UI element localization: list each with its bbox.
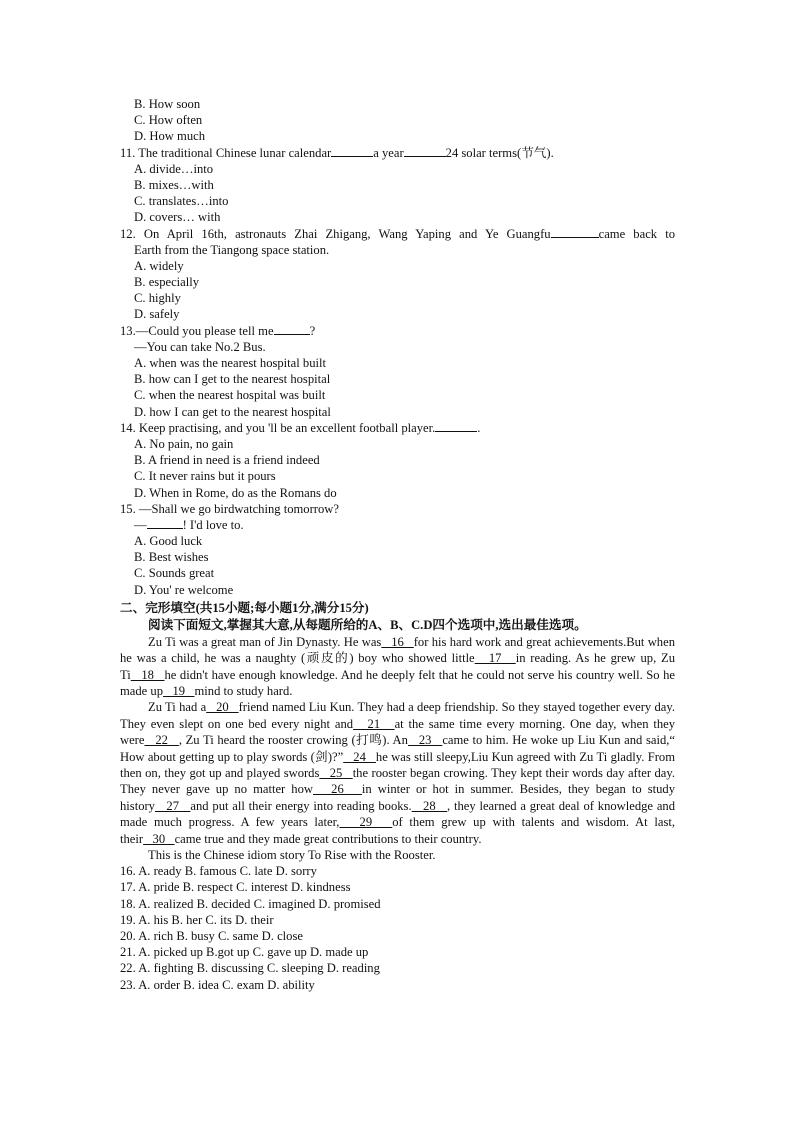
question-text: — [134,517,147,532]
passage-text: mind to study hard. [194,684,293,699]
question-15: 15. —Shall we go birdwatching tomorrow? [120,501,339,516]
section-instruction: 阅读下面短文,掌握其大意,从每题所给的A、B、C.D四个选项中,选出最佳选项。 [148,617,587,632]
question-text: 14. Keep practising, and you 'll be an excellent football player. [120,420,436,435]
answer-blank [435,420,477,432]
numbered-blank: 16 [381,634,414,649]
dialogue-reply: —You can take No.2 Bus. [134,339,266,354]
passage-text: for his hard work and great achievements.But when he was a child, he was a naughty (顽皮的) boy who showed little [120,634,675,666]
answer-options-19: 19. A. his B. her C. its D. their [120,912,274,927]
question-text: 13.—Could you please tell me [120,323,274,338]
option-line: D. When in Rome, do as the Romans do [134,485,337,500]
passage-text: in winter or hot in summer. Besides, they began to study history [120,782,675,813]
passage-text: came true and they made great contributions to their country. [174,831,482,846]
option-line: A. when was the nearest hospital built [134,356,327,370]
numbered-blank: 18 [130,667,165,682]
passage-text: he didn't have enough knowledge. And he deeply felt that he could not serve his country well. So he made up [120,667,675,699]
passage-text: in reading. As he grew up, Zu Ti [120,651,675,682]
numbered-blank: 29 [339,815,393,830]
numbered-blank: 17 [474,651,516,666]
numbered-blank: 28 [411,798,448,813]
passage-text: Zu Ti was a great man of Jin Dynasty. He was [148,634,382,649]
answer-options-23: 23. A. order B. idea C. exam D. ability [120,977,315,992]
passage-paragraph-2 [120,699,675,847]
option-line: C. It never rains but it pours [134,469,276,484]
question-text: ? [309,323,316,338]
question-text: came back to [598,226,675,241]
answer-blank [331,145,373,157]
option-line: B. mixes…with [134,177,214,192]
numbered-blank: 20 [206,700,239,715]
numbered-blank: 19 [163,684,195,699]
question-text: 12. On April 16th, astronauts Zhai Zhigang, Wang Yaping and Ye Guangfu [120,226,551,241]
question-12-continued: Earth from the Tiangong space station. [134,242,330,257]
numbered-blank: 25 [319,766,353,781]
numbered-blank: 24 [343,749,376,764]
question-11 [120,145,675,161]
passage-text: , they learned a great deal of knowledge and made much progress. A few years later, [120,798,676,830]
option-line: B. especially [134,275,200,290]
question-text: . [477,420,481,435]
passage-text: friend named Liu Kun. They had a deep friendship. So they stayed together every day. They even slept on one bed every night and [120,700,676,731]
answer-blank [147,517,183,529]
answer-blank [274,323,310,335]
question-text: a year [373,145,404,160]
option-line: B. How soon [134,97,201,111]
dialogue-reply [120,517,675,533]
numbered-blank: 30 [143,831,175,846]
passage-text: of them grew up with talents and wisdom. At last, their [120,815,675,846]
numbered-blank: 21 [353,716,395,731]
option-line: D. covers… with [134,210,221,225]
option-line: C. highly [134,291,181,306]
numbered-blank: 22 [144,733,179,748]
numbered-blank: 26 [312,782,362,797]
option-line: A. Good luck [134,534,203,549]
question-text: 24 solar terms(节气). [445,145,554,160]
option-line: C. when the nearest hospital was built [134,388,326,403]
answer-options-22: 22. A. fighting B. discussing C. sleeping D. reading [120,961,380,976]
option-line: B. A friend in need is a friend indeed [134,453,320,468]
passage-text: he was still sleepy,Liu Kun agreed with Zu Ti gladly. From then on, they got up and played swords [120,749,676,781]
passage-text: and put all their energy into reading books. [190,798,412,813]
option-line: D. safely [134,307,180,322]
answer-options-20: 20. A. rich B. busy C. same D. close [120,929,303,944]
option-line: C. How often [134,113,203,128]
question-text: 11. The traditional Chinese lunar calendar [120,145,332,160]
option-line: C. Sounds great [134,566,215,581]
question-14 [120,420,675,436]
option-line: A. widely [134,258,184,273]
option-line: A. No pain, no gain [134,436,234,451]
option-line: C. translates…into [134,194,229,209]
question-text: ! I'd love to. [182,517,244,532]
option-line: B. Best wishes [134,550,209,565]
option-line: D. how I can get to the nearest hospital [134,404,331,419]
passage-text: came to him. He woke up Liu Kun and said,“ How about getting up to play swords (剑)?” [120,733,675,764]
option-line: A. divide…into [134,161,214,176]
answer-options-17: 17. A. pride B. respect C. interest D. kindness [120,880,351,895]
numbered-blank: 23 [407,733,443,748]
passage-closing: This is the Chinese idiom story To Rise with the Rooster. [148,848,436,863]
passage-text: Zu Ti had a [148,700,207,715]
question-13 [120,323,675,339]
option-line: B. how can I get to the nearest hospital [134,372,331,387]
passage-text: , Zu Ti heard the rooster crowing (打鸣). An [178,733,408,748]
answer-options-16: 16. A. ready B. famous C. late D. sorry [120,864,317,879]
passage-paragraph-1 [120,634,675,700]
answer-blank [551,226,599,238]
numbered-blank: 27 [154,798,191,813]
option-line: D. You' re welcome [134,582,234,597]
question-12 [120,226,675,242]
answer-options-21: 21. A. picked up B.got up C. gave up D. made up [120,945,369,960]
answer-options-18: 18. A. realized B. decided C. imagined D. promised [120,896,381,911]
exam-content [120,96,675,993]
option-line: D. How much [134,129,206,144]
passage-text: the rooster began crowing. They kept their words day after day. They never gave up no matter how [120,766,675,797]
section-title: 二、完形填空(共15小题;每小题1分,满分15分) [120,600,369,615]
answer-blank [404,145,446,157]
passage-text: at the same time every morning. One day, when they were [120,716,676,748]
